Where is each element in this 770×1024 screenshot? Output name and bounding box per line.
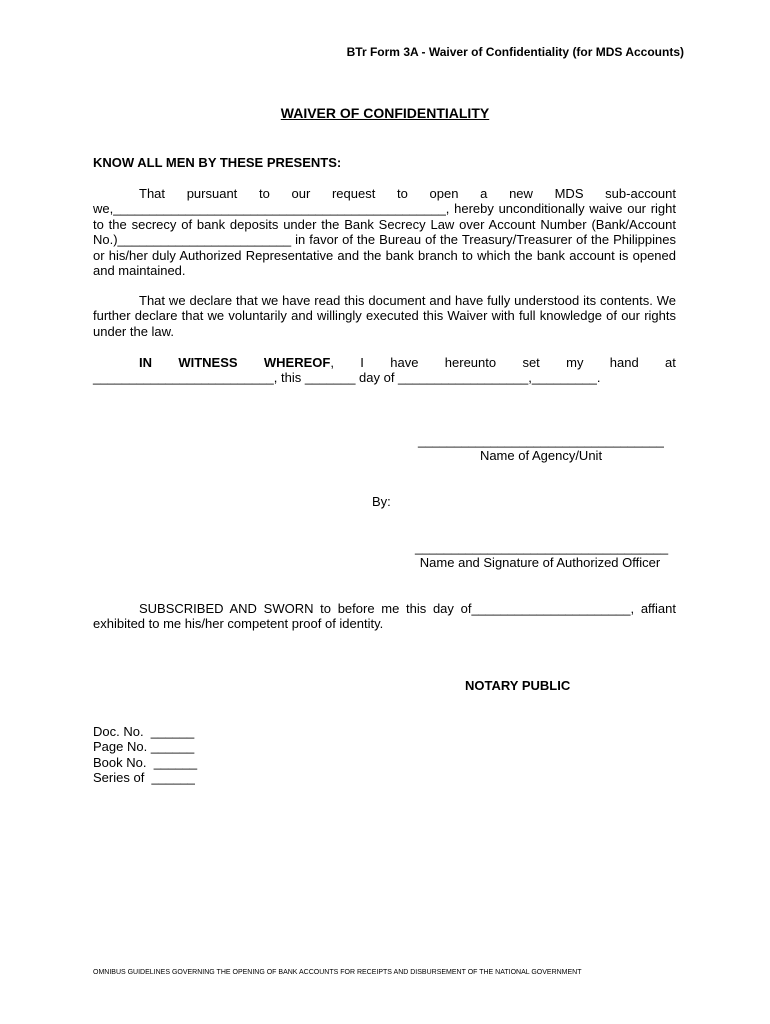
witness-word: WITNESS xyxy=(178,355,238,370)
witness-paragraph xyxy=(93,355,676,386)
officer-signature-line: ___________________________________ xyxy=(415,540,669,555)
witness-line xyxy=(93,355,676,370)
doc-no-entry: Doc. No. ______ xyxy=(93,724,195,739)
form-header: BTr Form 3A - Waiver of Confidentiality (for MDS Accounts) xyxy=(346,45,684,59)
by-label: By: xyxy=(372,494,391,509)
witness-word: IN xyxy=(139,355,152,370)
page-footer: OMNIBUS GUIDELINES GOVERNING THE OPENING OF BANK ACCOUNTS FOR RECEIPTS AND DISBURSEMENT OF THE NATIONAL GOVERNMENT xyxy=(93,969,582,976)
notary-public-label: NOTARY PUBLIC xyxy=(465,678,571,693)
declaration-paragraph xyxy=(93,293,676,339)
agency-signature-label: Name of Agency/Unit xyxy=(479,448,603,463)
witness-word: have xyxy=(390,355,419,370)
know-all-heading: KNOW ALL MEN BY THESE PRESENTS: xyxy=(93,155,342,170)
officer-signature-label: Name and Signature of Authorized Officer xyxy=(419,555,661,570)
witness-word: set xyxy=(522,355,540,370)
series-of-entry: Series of ______ xyxy=(93,770,195,786)
witness-word: hand xyxy=(609,355,639,370)
waiver-paragraph-text: That pursuant to our request to open a new MDS sub-account we,______________________________________________, hereby unconditionally waive our right to the secrecy of bank deposits under the Bank Secrecy Law over Account Number (Bank/Account No.)________________________ in favor of the Bureau of the Treasury/Treasurer of the Philippines or his/her duly Authorized Representative and the bank branch to which the bank account is opened and maintained. xyxy=(93,186,676,279)
witness-comma: , xyxy=(330,355,334,370)
witness-word: at xyxy=(665,355,676,370)
book-no-entry: Book No. ______ xyxy=(93,754,198,770)
witness-word: hereunto xyxy=(444,355,497,370)
declaration-paragraph-text: That we declare that we have read this document and have fully understood its contents. We further declare that we voluntarily and willingly executed this Waiver with full knowledge of our rights under the law. xyxy=(93,293,676,339)
witness-date-line: _________________________, this _______ day of __________________,_________. xyxy=(93,370,601,386)
sworn-paragraph xyxy=(93,601,676,632)
waiver-paragraph xyxy=(93,186,676,278)
sworn-paragraph-text: SUBSCRIBED AND SWORN to before me this day of______________________, affiant exhibited to me his/her competent proof of identity. xyxy=(93,601,676,632)
document-title: WAIVER OF CONFIDENTIALITY xyxy=(280,105,490,121)
page-no-entry: Page No. ______ xyxy=(93,739,195,755)
agency-signature-line: __________________________________ xyxy=(418,433,664,448)
witness-word: WHEREOF xyxy=(263,355,331,370)
witness-word-group xyxy=(264,355,334,370)
notarial-entries xyxy=(93,724,197,786)
witness-word: my xyxy=(566,355,584,370)
witness-word: I xyxy=(360,355,364,370)
